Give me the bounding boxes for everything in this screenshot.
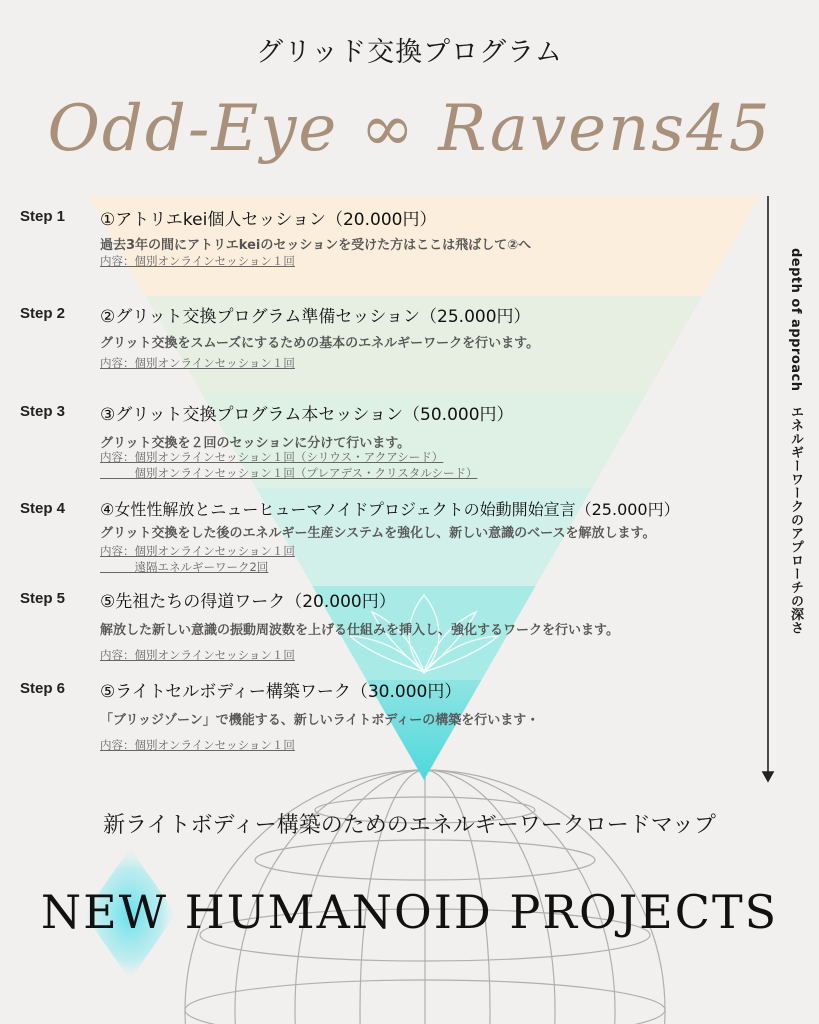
depth-axis-label: depth of approach エネルギーワークのアプローチの深さ xyxy=(788,248,803,635)
step-4-detail-1: 内容：個別オンラインセッション１回 xyxy=(100,544,295,558)
brand-logo-text: Odd-Eye ∞ Ravens45 xyxy=(47,92,772,166)
step-5-detail: 内容：個別オンラインセッション１回 xyxy=(100,648,295,662)
step-3-description: グリット交換を２回のセッションに分けて行います。 xyxy=(100,436,411,451)
step-2-label: Step 2 xyxy=(20,305,66,322)
step-2-detail: 内容：個別オンラインセッション１回 xyxy=(100,356,295,370)
step-6-detail: 内容：個別オンラインセッション１回 xyxy=(100,738,295,752)
step-5-heading: ⑤先祖たちの得道ワーク（20.000円） xyxy=(100,592,396,612)
step-6-description: 「ブリッジゾーン」で機能する、新しいライトボディーの構築を行います・ xyxy=(100,713,540,728)
step-3-detail-2: 個別オンラインセッション１回（プレアデス・クリスタルシード） xyxy=(100,466,478,480)
step-1-description: 過去3年の間にアトリエkeiのセッションを受けた方はここは飛ばして②へ xyxy=(100,238,532,253)
step-1-detail: 内容：個別オンラインセッション１回 xyxy=(100,254,295,268)
step-3-label: Step 3 xyxy=(20,403,66,420)
step-3-detail-1: 内容：個別オンラインセッション１回（シリウス・アクアシード） xyxy=(100,450,444,464)
step-4-detail-2: 遠隔エネルギーワーク2回 xyxy=(100,560,269,574)
step-1-heading: ①アトリエkei個人セッション（20.000円） xyxy=(100,210,437,230)
page-title: グリッド交換プログラム xyxy=(256,37,563,68)
step-4-heading: ④女性性解放とニューヒューマノイドプロジェクトの始動開始宣言（25.000円） xyxy=(100,500,680,519)
step-6-label: Step 6 xyxy=(20,680,66,697)
step-4-label: Step 4 xyxy=(20,500,66,517)
step-4-description: グリット交換をした後のエネルギー生産システムを強化し、新しい意識のベースを解放します。 xyxy=(100,526,656,541)
step-5-label: Step 5 xyxy=(20,590,66,607)
step-2-heading: ②グリット交換プログラム準備セッション（25.000円） xyxy=(100,307,531,327)
project-title: NEW HUMANOID PROJECTS xyxy=(40,885,779,939)
step-6-heading: ⑤ライトセルボディー構築ワーク（30.000円） xyxy=(100,682,462,702)
step-2-description: グリット交換をスムーズにするための基本のエネルギーワークを行います。 xyxy=(100,336,540,351)
roadmap-caption: 新ライトボディー構築のためのエネルギーワークロードマップ xyxy=(103,813,716,838)
step-1-label: Step 1 xyxy=(20,208,66,225)
step-3-heading: ③グリット交換プログラム本セッション（50.000円） xyxy=(100,405,514,425)
depth-arrow xyxy=(763,196,773,781)
step-5-description: 解放した新しい意識の振動周波数を上げる仕組みを挿入し、強化するワークを行います。 xyxy=(100,623,619,638)
